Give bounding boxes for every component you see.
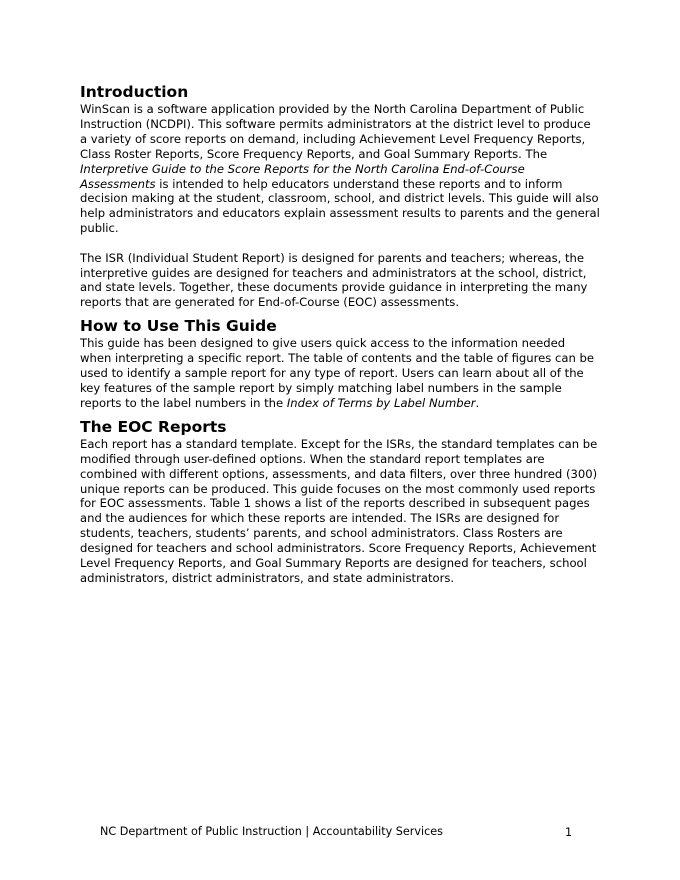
index-of-terms-title: Index of Terms by Label Number: [286, 395, 476, 410]
footer-text: NC Department of Public Instruction | Accountability Services: [100, 825, 443, 838]
eoc-reports-paragraph: Each report has a standard template. Except for the ISRs, the standard templates can be modified through user-defined options. When the standard report templates are combined with different options, assessments, and data filters, over three hundred (300) unique reports can be produced. This guide focuses on the most commonly used reports for EOC assessments. Table 1 shows a list of the reports described in subsequent pages and the audiences for which these reports are intended. The ISRs are designed for students, teachers, students’ parents, and school administrators. Class Rosters are designed for teachers and school administrators. Score Frequency Reports, Achievement Level Frequency Reports, and Goal Summary Reports are designed for teachers, school administrators, district administrators, and state administrators.: [80, 436, 598, 585]
intro-p1-text-start: WinScan is a software application provided by the North Carolina Department of Public Instruction (NCDPI). This software permits administrators at the district level to produce a variety of score reports on demand, including Achievement Level Frequency Reports, Class Roster Reports, Score Frequency Reports, and Goal Summary Reports. The: [80, 102, 591, 161]
how-to-use-text-start: This guide has been designed to give users quick access to the information needed when interpreting a specific report. The table of contents and the table of figures can be used to identify a sample report for any type of report. Users can learn about all of the key features of the sample report by simply matching label numbers in the sample reports to the label numbers in the: [80, 336, 595, 410]
intro-paragraph-1: [80, 102, 600, 236]
intro-p1-text-end: is intended to help educators understand these reports and to inform decision making at the student, classroom, school, and district levels. This guide will also help administrators and educators explain assessment results to parents and the general public.: [80, 176, 600, 236]
heading-introduction: Introduction: [80, 83, 189, 101]
page-number: 1: [565, 826, 573, 839]
document-body: [80, 82, 600, 586]
intro-paragraph-2: The ISR (Individual Student Report) is designed for parents and teachers; whereas, the interpretive guides are designed for teachers and administrators at the school, district, and state levels. Together, these documents provide guidance in interpreting the many reports that are generated for End-of-Course (EOC) assessments.: [80, 250, 588, 310]
heading-eoc-reports: The EOC Reports: [80, 417, 227, 436]
how-to-use-text-end: .: [475, 395, 480, 410]
intro-p1-guide-title: Interpretive Guide to the Score Reports for the North Carolina End-of-Course Assessments: [80, 161, 525, 191]
how-to-use-paragraph: [80, 336, 600, 411]
heading-how-to-use: How to Use This Guide: [80, 317, 277, 336]
